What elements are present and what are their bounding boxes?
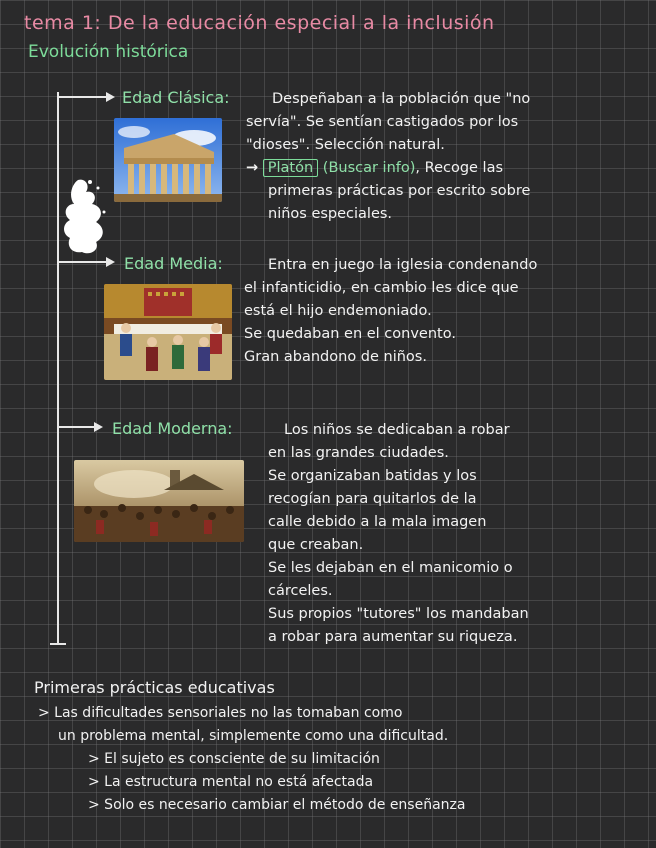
arrow-icon [106,92,115,102]
text-line: niños especiales. [268,206,393,222]
era-text-media [268,254,537,277]
page-title: tema 1: De la educación especial a la inclusión [24,12,495,34]
arrow-note [246,157,530,180]
text-line: está el hijo endemoniado. [244,303,432,319]
sub-bullet-item: > Solo es necesario cambiar el método de enseñanza [88,797,466,813]
text-line: primeras prácticas por escrito sobre [268,183,531,199]
text-line: el infanticidio, en cambio les dice que [244,280,519,296]
section-title-practicas: Primeras prácticas educativas [34,678,275,697]
text-line: a robar para aumentar su riqueza. [268,629,518,645]
timeline-branch-moderna [58,426,96,428]
era-text-media-cont [244,277,519,369]
text-line: que creaban. [268,537,364,553]
timeline-branch-clasica [58,96,108,98]
era-heading-clasica: Edad Clásica: [122,88,230,107]
note-rest: , Recoge las [415,160,504,176]
era-heading-media: Edad Media: [124,254,223,273]
arrow-icon [94,422,103,432]
sub-bullet-item: > El sujeto es consciente de su limitación [88,751,380,767]
text-line: Se les dejaban en el manicomio o [268,560,513,576]
text-line: servía". Se sentían castigados por los [246,114,519,130]
era-heading-moderna: Edad Moderna: [112,419,233,438]
text-line: "dioses". Selección natural. [246,137,445,153]
timeline-branch-media [58,261,108,263]
search-note: (Buscar info) [322,160,416,176]
sub-bullet-item: > La estructura mental no está afectada [88,774,374,790]
text-line: Se organizaban batidas y los [268,468,477,484]
right-arrow-icon: → [246,160,259,176]
arrow-icon [106,257,115,267]
text-line: Se quedaban en el convento. [244,326,456,342]
medieval-banquet-image [104,284,232,380]
text-line: Gran abandono de niños. [244,349,427,365]
text-line: Despeñaban a la población que "no [272,91,531,107]
bullet-item-cont: un problema mental, simplemente como una dificultad. [58,728,449,744]
text-line: Entra en juego la iglesia condenando [268,257,538,273]
bullet-list [38,702,465,817]
timeline-line [57,92,59,644]
text-line: Los niños se dedicaban a robar [284,422,510,438]
battle-painting-image [74,460,244,542]
text-line: Sus propios "tutores" los mandaban [268,606,529,622]
era-text-moderna [284,419,510,442]
bullet-item: > Las dificultades sensoriales no las tomaban como [38,705,403,721]
era-text-clasica-cont [246,111,530,226]
parthenon-image [114,118,222,202]
text-line: calle debido a la mala imagen [268,514,487,530]
era-text-clasica [272,88,530,111]
era-text-moderna-cont [268,442,529,649]
timeline-end-cap [50,643,66,645]
text-line: recogían para quitarlos de la [268,491,477,507]
scribble-mark [60,176,112,256]
platon-highlight: Platón [263,159,318,177]
text-line: en las grandes ciudades. [268,445,449,461]
text-line: cárceles. [268,583,333,599]
page-subtitle: Evolución histórica [28,42,189,62]
